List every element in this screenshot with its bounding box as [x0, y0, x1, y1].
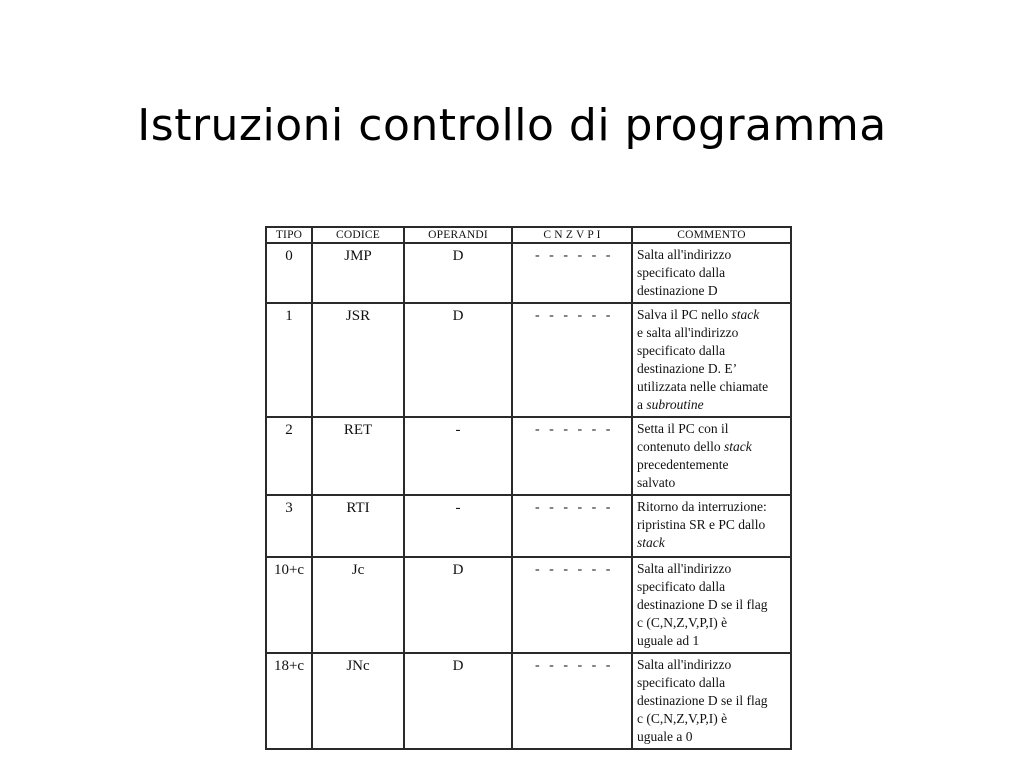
cell-flags: - - - - - - — [512, 495, 632, 557]
comment-line: Salta all'indirizzo — [637, 247, 732, 262]
comment-line: uguale a 0 — [637, 729, 693, 744]
cell-operandi: - — [404, 495, 512, 557]
cell-commento — [632, 495, 791, 557]
cell-commento — [632, 417, 791, 495]
header-codice: CODICE — [312, 227, 404, 243]
comment-line: destinazione D — [637, 283, 718, 298]
comment-line: salvato — [637, 475, 676, 490]
header-flags: C N Z V P I — [512, 227, 632, 243]
comment-line: destinazione D. E’ — [637, 361, 738, 376]
comment-line: specificato dalla — [637, 343, 726, 358]
slide-title: Istruzioni controllo di programma — [137, 100, 887, 151]
cell-tipo: 2 — [266, 417, 312, 495]
header-operandi: OPERANDI — [404, 227, 512, 243]
comment-line: utilizzata nelle chiamate — [637, 379, 769, 394]
cell-codice: JNc — [312, 653, 404, 749]
comment-line: a subroutine — [637, 397, 704, 412]
cell-commento — [632, 243, 791, 303]
comment-line: uguale ad 1 — [637, 633, 700, 648]
table-row — [266, 653, 791, 749]
cell-operandi: D — [404, 243, 512, 303]
cell-commento — [632, 557, 791, 653]
comment-line: specificato dalla — [637, 579, 726, 594]
cell-operandi: - — [404, 417, 512, 495]
cell-codice: JSR — [312, 303, 404, 417]
comment-line: destinazione D se il flag — [637, 693, 768, 708]
comment-line: stack — [637, 535, 665, 550]
header-tipo: TIPO — [266, 227, 312, 243]
header-commento: COMMENTO — [632, 227, 791, 243]
cell-commento — [632, 653, 791, 749]
table-row — [266, 243, 791, 303]
instruction-table — [265, 226, 792, 750]
comment-line: ripristina SR e PC dallo — [637, 517, 766, 532]
table-row — [266, 557, 791, 653]
cell-operandi: D — [404, 557, 512, 653]
table-header-row — [266, 227, 791, 243]
comment-line: Salta all'indirizzo — [637, 561, 732, 576]
cell-flags: - - - - - - — [512, 417, 632, 495]
cell-tipo: 1 — [266, 303, 312, 417]
cell-codice: Jc — [312, 557, 404, 653]
table-row — [266, 495, 791, 557]
instruction-table-container — [265, 226, 792, 750]
cell-codice: RTI — [312, 495, 404, 557]
comment-line: Salta all'indirizzo — [637, 657, 732, 672]
cell-operandi: D — [404, 653, 512, 749]
cell-flags: - - - - - - — [512, 303, 632, 417]
cell-tipo: 0 — [266, 243, 312, 303]
comment-line: Ritorno da interruzione: — [637, 499, 767, 514]
cell-flags: - - - - - - — [512, 653, 632, 749]
cell-tipo: 3 — [266, 495, 312, 557]
table-row — [266, 417, 791, 495]
cell-commento — [632, 303, 791, 417]
cell-operandi: D — [404, 303, 512, 417]
comment-line: specificato dalla — [637, 675, 726, 690]
cell-flags: - - - - - - — [512, 557, 632, 653]
comment-line: e salta all'indirizzo — [637, 325, 739, 340]
table-row — [266, 303, 791, 417]
cell-codice: JMP — [312, 243, 404, 303]
comment-line: c (C,N,Z,V,P,I) è — [637, 615, 728, 630]
comment-line: destinazione D se il flag — [637, 597, 768, 612]
comment-line: contenuto dello stack — [637, 439, 752, 454]
cell-flags: - - - - - - — [512, 243, 632, 303]
comment-line: specificato dalla — [637, 265, 726, 280]
comment-line: c (C,N,Z,V,P,I) è — [637, 711, 728, 726]
cell-tipo: 18+c — [266, 653, 312, 749]
comment-line: Salva il PC nello stack — [637, 307, 760, 322]
cell-tipo: 10+c — [266, 557, 312, 653]
comment-line: Setta il PC con il — [637, 421, 729, 436]
cell-codice: RET — [312, 417, 404, 495]
comment-line: precedentemente — [637, 457, 729, 472]
